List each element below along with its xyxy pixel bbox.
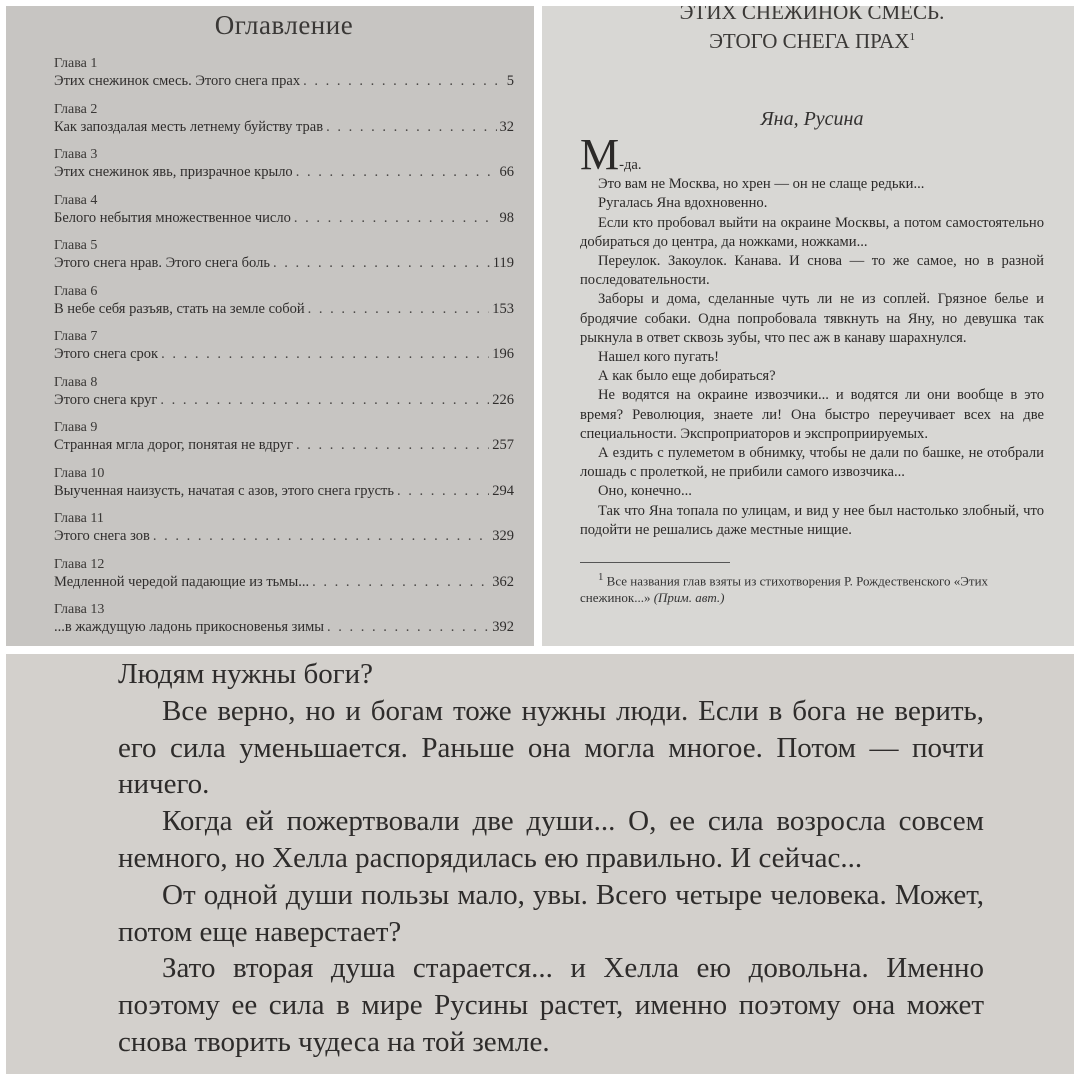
toc-page-number: 119 — [492, 255, 514, 271]
toc-entry — [54, 101, 514, 147]
toc-line — [54, 573, 514, 591]
toc-leader-dots — [296, 436, 489, 454]
toc-chapter-title: Как запоздалая месть летнему буйству трав — [54, 118, 324, 135]
chapter-title — [580, 6, 1044, 54]
chapter-title-line2: ЭТОГО СНЕГА ПРАХ$^1$ — [709, 29, 915, 53]
toc-page — [6, 6, 534, 646]
toc-chapter-number: Глава 11 — [54, 511, 104, 526]
toc-leader-dots — [160, 391, 489, 409]
toc-chapter-number: Глава 4 — [54, 192, 98, 208]
toc-chapter-title: Этих снежинок явь, призрачное крыло — [54, 164, 293, 180]
footnote-divider — [580, 562, 730, 563]
toc-line — [54, 618, 514, 636]
toc-chapter-number: Глава 10 — [54, 465, 105, 481]
toc-list — [54, 55, 514, 646]
toc-line — [54, 163, 514, 181]
toc-entry — [54, 374, 514, 420]
toc-line — [54, 391, 514, 409]
toc-line — [54, 118, 514, 136]
toc-chapter-number: Глава 8 — [54, 374, 98, 390]
toc-page-number: 362 — [492, 573, 514, 590]
toc-chapter-number: Глава 7 — [54, 329, 98, 344]
toc-line — [54, 254, 514, 272]
chapter-paragraphs — [580, 175, 1044, 540]
toc-entry — [54, 419, 514, 465]
chapter-paragraph: Нашел кого пугать! — [598, 349, 719, 366]
toc-entry — [54, 55, 514, 101]
excerpt-paragraphs — [118, 656, 984, 1061]
toc-chapter-number: Глава 9 — [54, 420, 98, 435]
toc-chapter-title: Выученная наизусть, начатая с азов, этого снега грусть — [54, 482, 394, 499]
toc-entry — [54, 146, 514, 192]
toc-leader-dots — [273, 254, 490, 272]
toc-chapter-title: Этого снега зов — [54, 528, 150, 544]
chapter-paragraph: Не водятся на окраине извозчики... и водятся ли они вообще в это время? Революция, знаете ли! Она быстро переучивает всех на две специальности. Экспроприаторов и экспроприируемых. — [580, 387, 1044, 442]
chapter-title-line1: ЭТИХ СНЕЖИНОК СМЕСЬ. — [679, 6, 945, 24]
chapter-paragraph: Это вам не Москва, но хрен — он не слаще редьки... — [598, 176, 925, 193]
toc-page-number: 98 — [499, 209, 514, 226]
toc-page-number: 196 — [492, 346, 514, 362]
toc-entry — [54, 465, 514, 511]
toc-page-number: 5 — [506, 73, 514, 89]
toc-leader-dots — [308, 300, 490, 318]
toc-line — [54, 436, 514, 454]
excerpt-paragraph: Когда ей пожертвовали две души... О, ее сила возросла совсем немного, но Хелла распорядилась ею правильно. И сейчас... — [118, 805, 984, 874]
toc-page-number: 66 — [499, 164, 514, 180]
toc-page-number: 32 — [499, 118, 514, 135]
toc-page-number: 329 — [492, 528, 514, 544]
drop-cap: М — [580, 130, 620, 179]
toc-page-number: 226 — [492, 391, 514, 408]
toc-leader-dots — [294, 209, 497, 227]
chapter-paragraph: Так что Яна топала по улицам, и вид у нее был настолько злобный, что подойти не решались даже местные нищие. — [580, 502, 1044, 538]
toc-chapter-number: Глава 3 — [54, 147, 98, 162]
chapter-opening: М-да. — [580, 130, 642, 179]
toc-title: Оглавление — [214, 10, 354, 40]
toc-chapter-title: ...в жаждущую ладонь прикосновенья зимы — [54, 619, 325, 635]
toc-line — [54, 300, 514, 318]
toc-leader-dots — [397, 482, 489, 500]
toc-leader-dots — [327, 618, 489, 636]
toc-chapter-number: Глава 12 — [54, 556, 105, 572]
toc-leader-dots — [303, 72, 504, 90]
toc-entry — [54, 328, 514, 374]
chapter-page — [542, 6, 1074, 646]
toc-chapter-title: Этих снежинок смесь. Этого снега прах — [54, 73, 301, 89]
footnote: $^1$ Все названия глав взяты из стихотворения Р. Рождественского «Этих снежинок...» (Прим. авт.) — [580, 571, 989, 606]
toc-page-number: 294 — [492, 482, 514, 499]
toc-chapter-title: Этого снега круг — [54, 391, 158, 408]
toc-chapter-title: Странная мгла дорог, понятая не вдруг — [54, 437, 293, 453]
toc-page-number: 257 — [492, 437, 514, 453]
toc-line — [54, 209, 514, 227]
toc-chapter-title: В небе себя разъяв, стать на земле собой — [54, 300, 305, 317]
chapter-body — [580, 130, 1044, 540]
chapter-paragraph: А ездить с пулеметом в обнимку, чтобы не дали по башке, не отобрали лошадь с пролеткой, не прибили самого извозчика... — [580, 445, 1044, 481]
toc-chapter-number: Глава 2 — [54, 101, 98, 117]
toc-leader-dots — [326, 118, 496, 136]
toc-line — [54, 482, 514, 500]
chapter-paragraph: Заборы и дома, сделанные чуть ли не из соплей. Грязное белье и бродячие собаки. Одна попробовала тявкнуть на Яну, но девушка так рыкнула в ответ сквозь зубы, что пес аж в канаву шарахнулся. — [580, 291, 1044, 346]
chapter-paragraph: Ругалась Яна вдохновенно. — [598, 195, 768, 212]
chapter-paragraph: А как было еще добираться? — [598, 368, 776, 385]
toc-leader-dots — [153, 527, 489, 545]
toc-chapter-number: Глава 6 — [54, 283, 98, 299]
toc-leader-dots — [296, 163, 497, 181]
toc-entry — [54, 283, 514, 329]
chapter-paragraph: Если кто пробовал выйти на окраине Москвы, а потом самостоятельно добираться до центра, да ножками, ножками... — [580, 214, 1044, 250]
toc-entry — [54, 601, 514, 646]
toc-chapter-title: Медленной чередой падающие из тьмы... — [54, 573, 310, 590]
excerpt-paragraph: Зато вторая душа старается... и Хелла ею довольна. Именно поэтому ее сила в мире Русины растет, именно поэтому она может снова творить чудеса на той земле. — [118, 952, 984, 1058]
footnote-marker: 1 — [909, 31, 915, 43]
toc-line — [54, 527, 514, 545]
toc-entry — [54, 510, 514, 556]
toc-entry — [54, 192, 514, 238]
toc-entry — [54, 556, 514, 602]
chapter-paragraph: Переулок. Закоулок. Канава. И снова — то же самое, но в разной последовательности. — [580, 253, 1044, 289]
toc-leader-dots — [312, 573, 489, 591]
toc-page-number: 392 — [492, 619, 514, 635]
toc-chapter-number: Глава 13 — [54, 602, 105, 617]
toc-line — [54, 72, 514, 90]
toc-line — [54, 345, 514, 363]
excerpt-paragraph: От одной души пользы мало, увы. Всего четыре человека. Может, потом еще наверстает? — [118, 878, 984, 948]
toc-entry — [54, 237, 514, 283]
toc-chapter-number: Глава 1 — [54, 56, 98, 71]
chapter-paragraph: Оно, конечно... — [598, 483, 692, 500]
excerpt-paragraph: Людям нужны боги? — [118, 658, 374, 690]
toc-chapter-title: Этого снега срок — [54, 346, 159, 362]
excerpt-page — [6, 654, 1074, 1074]
toc-page-number: 153 — [492, 300, 514, 317]
toc-chapter-title: Белого небытия множественное число — [54, 209, 291, 226]
chapter-subtitle: Яна, Русина — [760, 108, 864, 130]
toc-chapter-number: Глава 5 — [54, 238, 98, 253]
excerpt-paragraph: Все верно, но и богам тоже нужны люди. Если в бога не верить, его сила уменьшается. Раньше она могла многое. Потом — почти ничего. — [118, 694, 984, 801]
toc-leader-dots — [161, 345, 489, 363]
toc-chapter-title: Этого снега нрав. Этого снега боль — [54, 255, 270, 271]
